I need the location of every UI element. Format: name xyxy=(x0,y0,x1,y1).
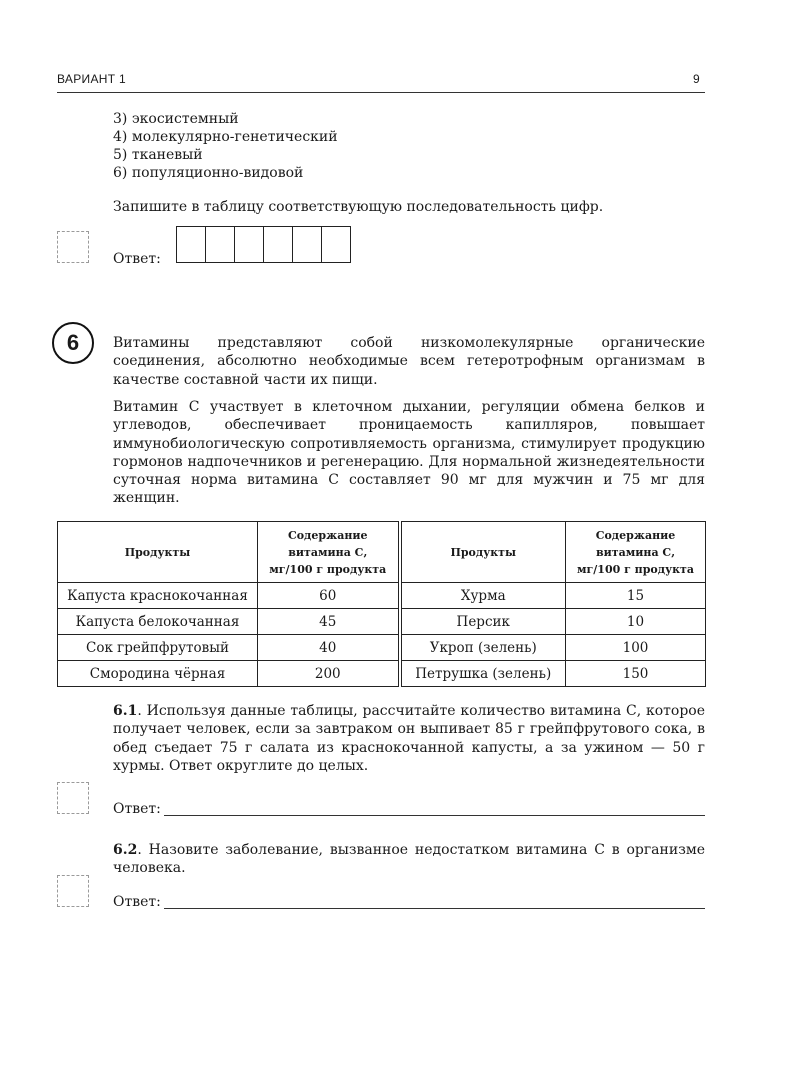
answer-cell-6[interactable] xyxy=(321,226,351,263)
value-cell: 15 xyxy=(566,583,706,609)
option-3: 3) экосистемный xyxy=(113,111,239,127)
question-6-1 xyxy=(113,702,705,775)
score-box-6-2 xyxy=(57,875,89,907)
task6-vitamin-c-paragraph: Витамин С участвует в клеточном дыхании, регуляции обмена белков и углеводов, обеспечивает проницаемость капилляров, повышает иммунобиологическую сопротивляемость организма, стимулирует продукцию гормонов надпочечников и регенерацию. Для нормальной жизнедеятельности суточная норма витамина С составляет 90 мг для мужчин и 75 мг для женщин. xyxy=(113,399,705,507)
product-cell: Хурма xyxy=(400,583,566,609)
answer-6-2-label: Ответ: xyxy=(113,894,161,910)
header-products-right: Продукты xyxy=(400,522,566,583)
header-content-right: Содержание витамина С, мг/100 г продукта xyxy=(566,522,706,583)
question-6-2-number: 6.2 xyxy=(113,842,138,858)
product-cell: Капуста краснокочанная xyxy=(58,583,258,609)
value-cell: 150 xyxy=(566,661,706,687)
value-cell: 200 xyxy=(258,661,400,687)
question-6-1-text: . Используя данные таблицы, рассчитайте количество витамина С, которое получает человек, если за завтраком он выпивает 85 г грейпфрутового сока, в обед съедает 75 г салата из краснокочанной капусты, а за ужином — 50 г хурмы. Ответ округлите до целых. xyxy=(113,703,705,774)
task5-answer-cells xyxy=(176,226,350,263)
vitamin-c-table xyxy=(57,521,706,687)
task5-instruction: Запишите в таблицу соответствующую последовательность цифр. xyxy=(113,199,604,215)
product-cell: Петрушка (зелень) xyxy=(400,661,566,687)
table-header-row xyxy=(58,522,706,583)
product-cell: Укроп (зелень) xyxy=(400,635,566,661)
header-divider xyxy=(57,92,705,93)
answer-cell-4[interactable] xyxy=(263,226,293,263)
table-row xyxy=(58,635,706,661)
task6-intro-paragraph: Витамины представляют собой низкомолекулярные органические соединения, абсолютно необходимые всем гетеротрофным организмам в качестве составной части их пищи. xyxy=(113,335,705,388)
value-cell: 100 xyxy=(566,635,706,661)
value-cell: 60 xyxy=(258,583,400,609)
product-cell: Смородина чёрная xyxy=(58,661,258,687)
option-6: 6) популяционно-видовой xyxy=(113,165,304,181)
table-row xyxy=(58,661,706,687)
option-5: 5) тканевый xyxy=(113,147,203,163)
header-products-left: Продукты xyxy=(58,522,258,583)
answer-cell-2[interactable] xyxy=(205,226,235,263)
task5-answer-label: Ответ: xyxy=(113,251,161,267)
question-6-2-text: . Назовите заболевание, вызванное недостатком витамина С в организме человека. xyxy=(113,842,705,877)
value-cell: 10 xyxy=(566,609,706,635)
task-number-badge: 6 xyxy=(52,322,94,364)
product-cell: Персик xyxy=(400,609,566,635)
question-6-1-number: 6.1 xyxy=(113,703,138,719)
value-cell: 40 xyxy=(258,635,400,661)
question-6-2 xyxy=(113,841,705,878)
answer-6-2-line[interactable] xyxy=(164,908,705,909)
score-box-task5 xyxy=(57,231,89,263)
value-cell: 45 xyxy=(258,609,400,635)
product-cell: Сок грейпфрутовый xyxy=(58,635,258,661)
answer-6-1-label: Ответ: xyxy=(113,801,161,817)
table-row xyxy=(58,583,706,609)
answer-cell-3[interactable] xyxy=(234,226,264,263)
table-row xyxy=(58,609,706,635)
answer-cell-5[interactable] xyxy=(292,226,322,263)
answer-6-1-line[interactable] xyxy=(164,815,705,816)
variant-label: ВАРИАНТ 1 xyxy=(57,72,126,86)
option-4: 4) молекулярно-генетический xyxy=(113,129,338,145)
page-number: 9 xyxy=(693,72,700,86)
product-cell: Капуста белокочанная xyxy=(58,609,258,635)
header-content-left: Содержание витамина С, мг/100 г продукта xyxy=(258,522,400,583)
score-box-6-1 xyxy=(57,782,89,814)
answer-cell-1[interactable] xyxy=(176,226,206,263)
